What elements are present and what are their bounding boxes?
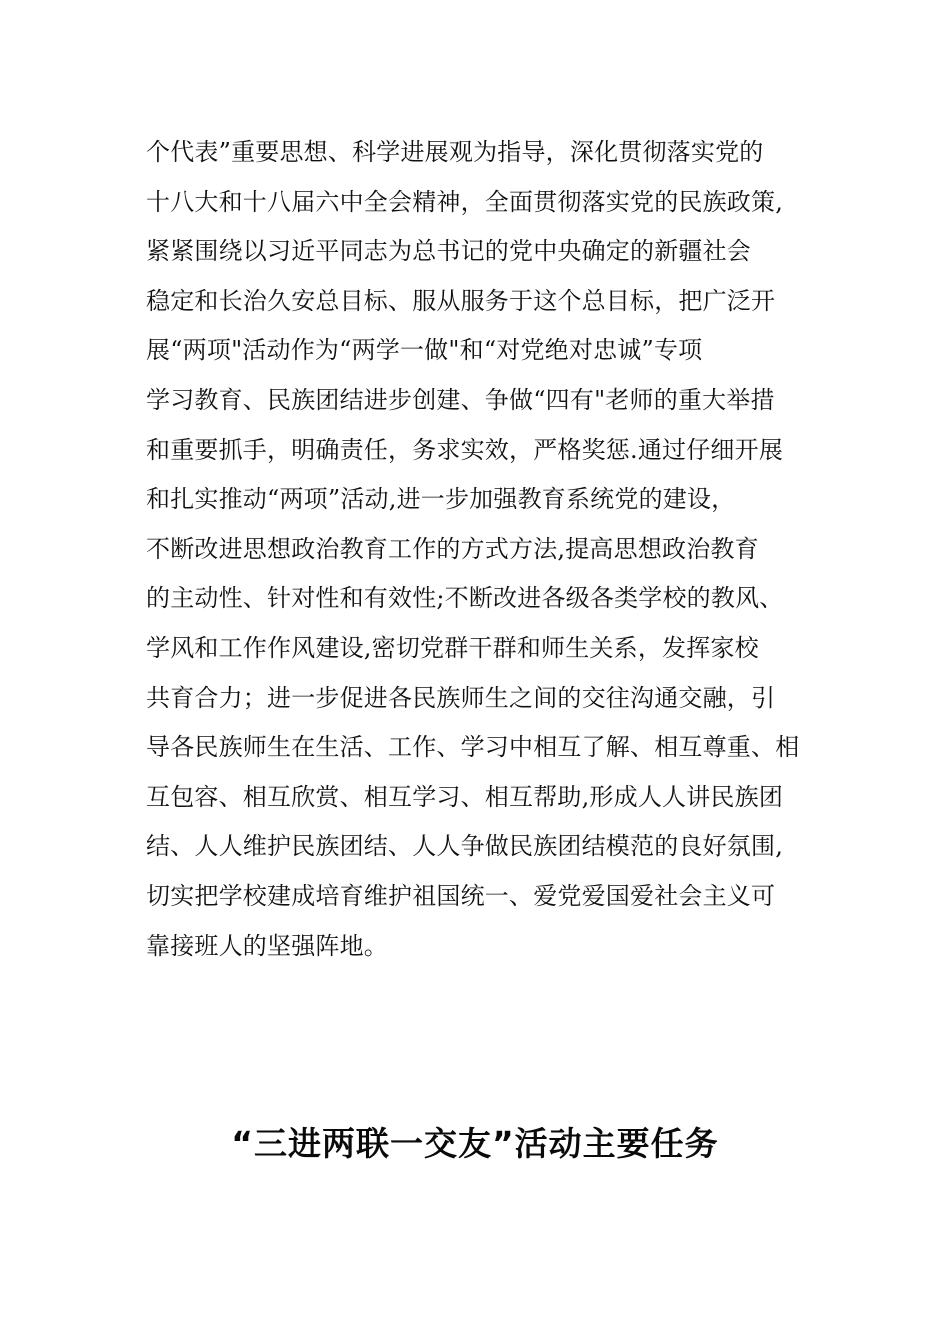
paragraph-line: 结、人人维护民族团结、人人争做民族团结模范的良好氛围, [146,832,784,861]
paragraph-line: 互包容、相互欣赏、相互学习、相互帮助,形成人人讲民族团 [146,782,784,811]
paragraph-line: 导各民族师生在生活、工作、学习中相互了解、相互尊重、相 [146,733,800,762]
paragraph-line: 的主动性、针对性和有效性;不断改进各级各类学校的教风、 [146,584,784,613]
paragraph-line: 靠接班人的坚强阵地。 [146,931,388,960]
paragraph-line: 紧紧围绕以习近平同志为总书记的党中央确定的新疆社会 [146,237,751,266]
section-title: “三进两联一交友”活动主要任务 [231,1124,719,1163]
paragraph-line: 和扎实推动“两项”活动,进一步加强教育系统党的建设， [146,485,736,514]
paragraph-line: 稳定和长治久安总目标、服从服务于这个总目标，把广泛开 [146,286,776,315]
paragraph-line: 共育合力；进一步促进各民族师生之间的交往沟通交融，引 [146,683,776,712]
body-paragraph [146,128,826,971]
paragraph-line: 个代表”重要思想、科学进展观为指导，深化贯彻落实党的 [146,138,764,166]
paragraph-line: 和重要抓手，明确责任，务求实效，严格奖惩.通过仔细开展 [146,435,784,464]
paragraph-line: 不断改进思想政治教育工作的方式方法,提高思想政治教育 [146,534,759,563]
paragraph-line: 切实把学校建成培育维护祖国统一、爱党爱国爱社会主义可 [146,881,776,910]
paragraph-line: 学风和工作作风建设,密切党群干群和师生关系，发挥家校 [146,633,759,662]
paragraph-line: 展“两项"活动作为“两学一做"和“对党绝对忠诚”专项 [146,336,703,365]
paragraph-line: 十八大和十八届六中全会精神，全面贯彻落实党的民族政策, [146,187,784,216]
paragraph-line: 学习教育、民族团结进步创建、争做“四有"老师的重大举措 [146,385,775,414]
